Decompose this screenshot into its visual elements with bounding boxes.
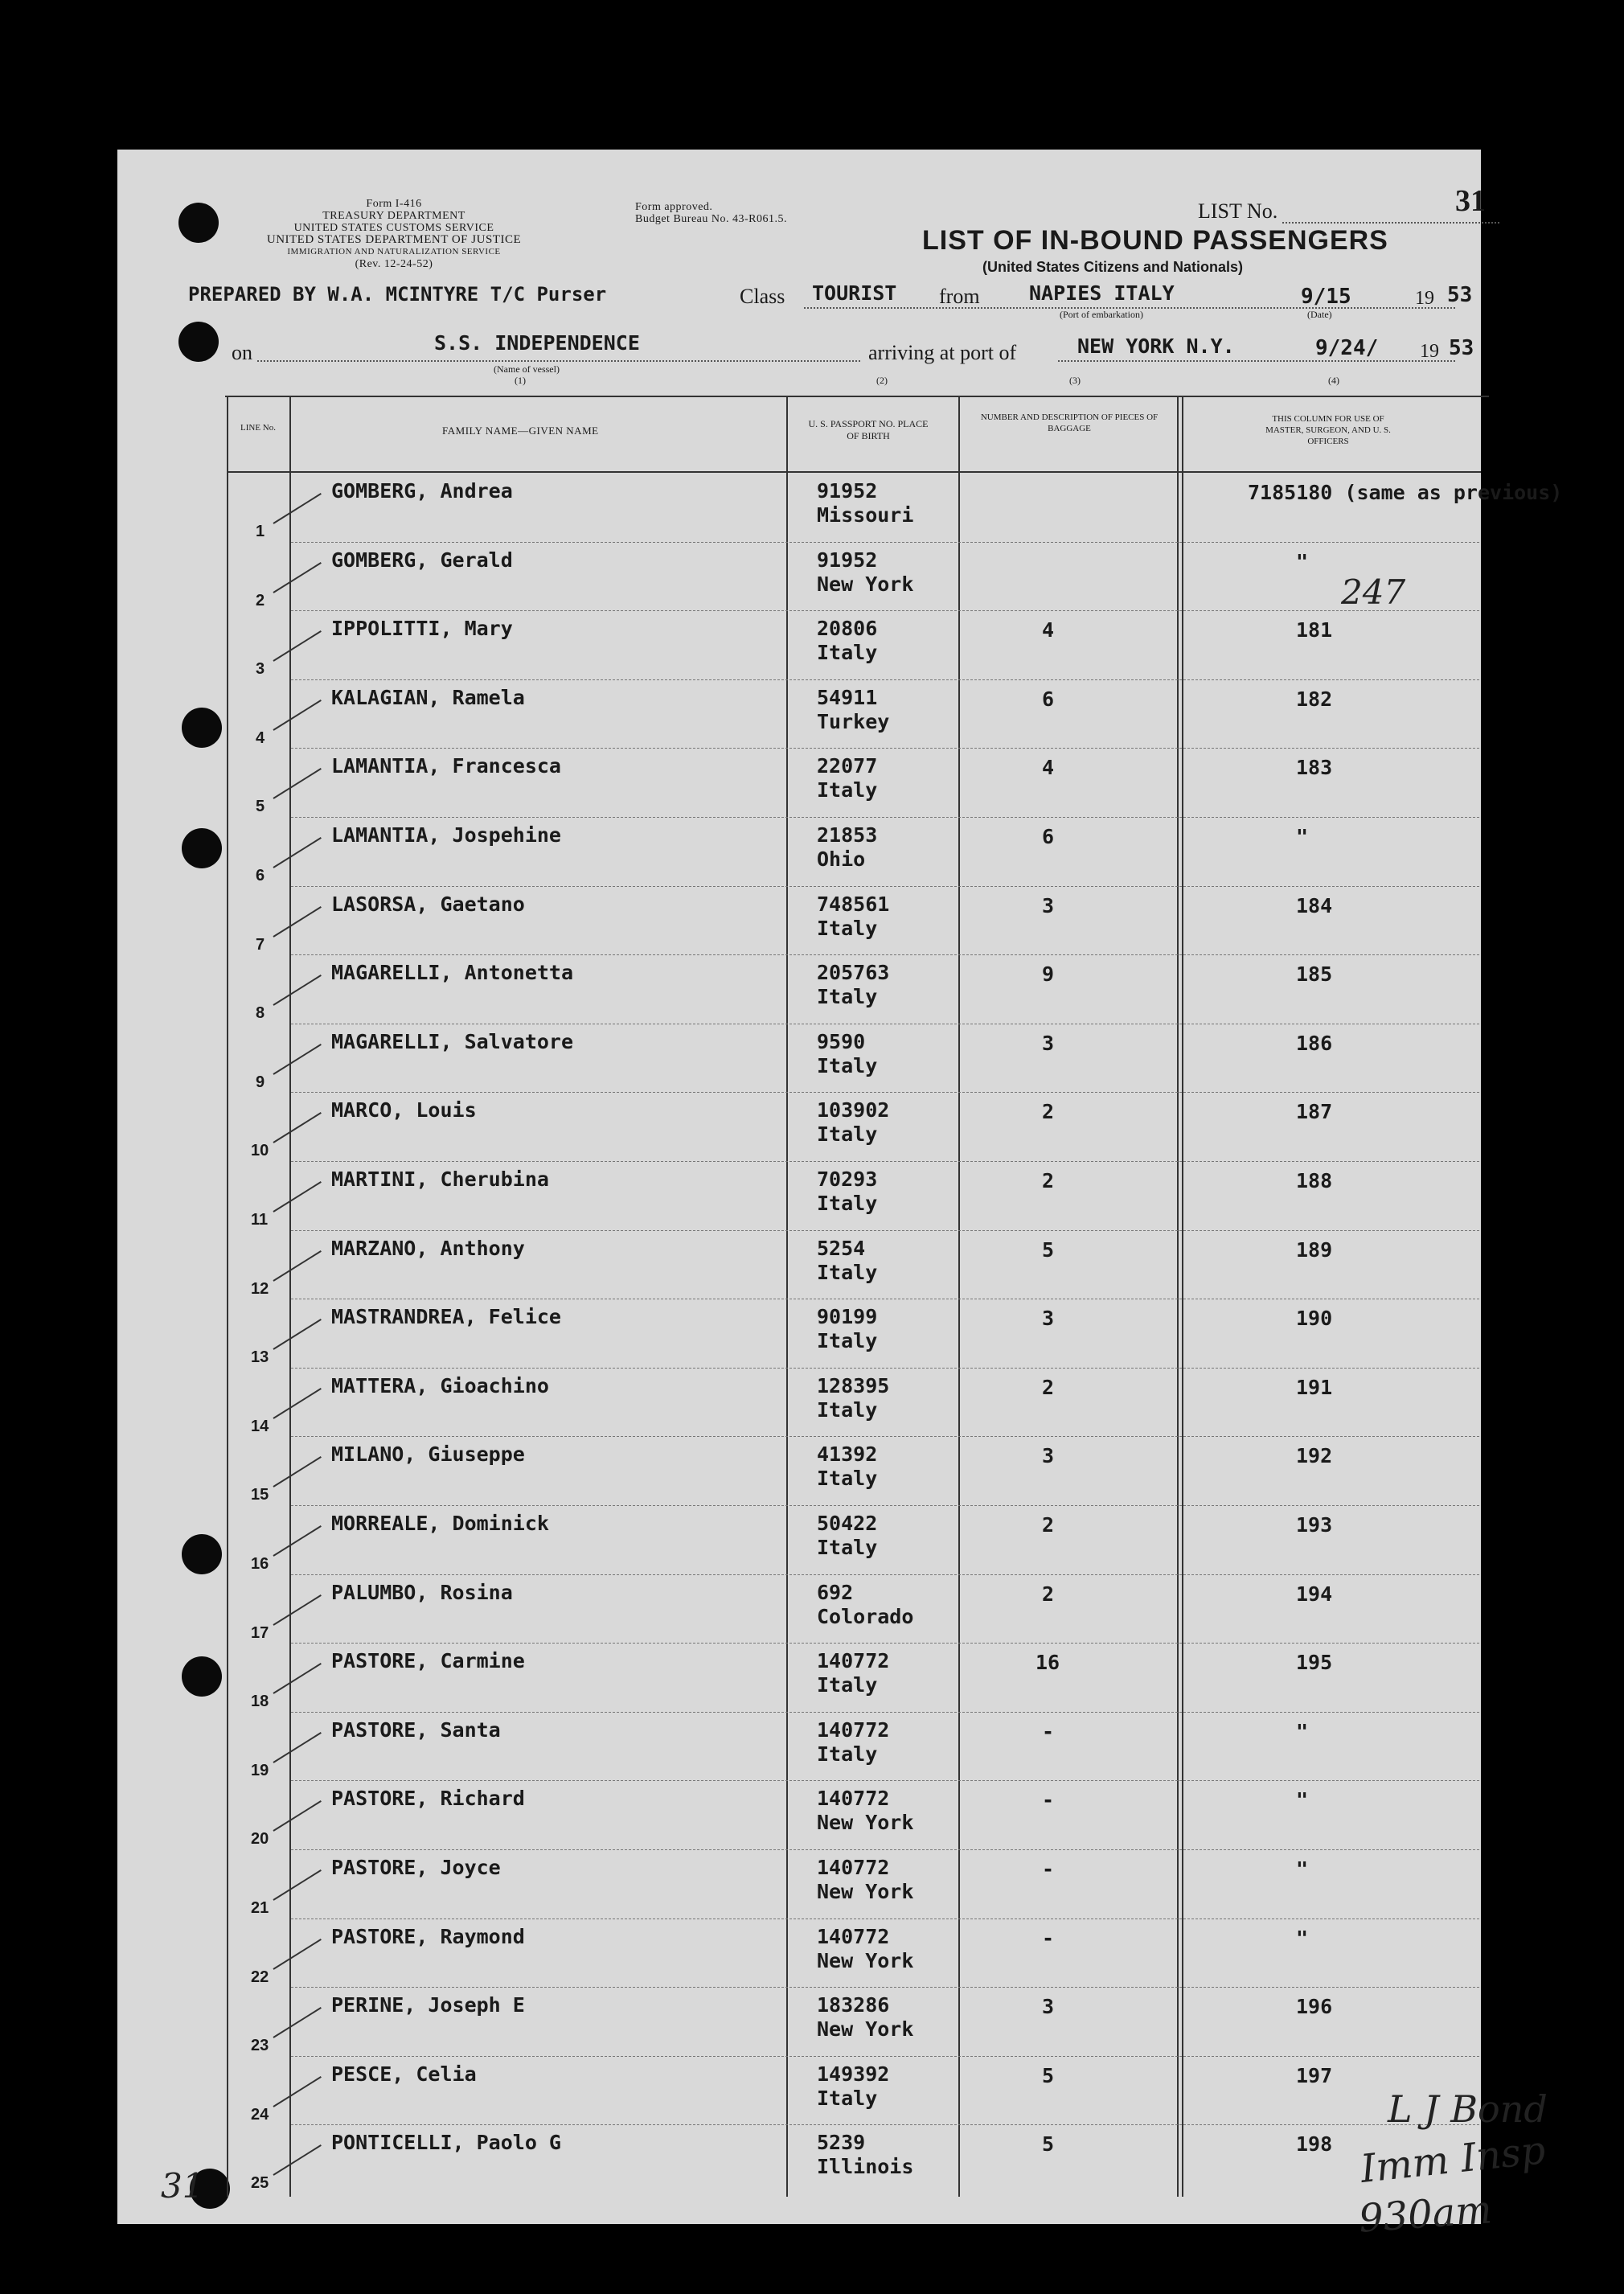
row-divider [291,1436,1479,1437]
baggage-count: 4 [1042,618,1055,642]
passport-number: 149392 [817,2062,890,2086]
officer-note: 188 [1296,1169,1333,1192]
caption-4: (4) [1328,375,1339,386]
baggage-count: 16 [1036,1651,1060,1675]
passenger-name: LAMANTIA, Jospehine [331,823,561,847]
place-of-birth: Italy [817,2086,878,2110]
inspector-signature: L J Bond [1388,2087,1548,2131]
officer-note: " [1296,1857,1309,1881]
place-of-birth: New York [817,2017,914,2042]
baggage-count: 2 [1042,1513,1055,1537]
form-approved: Form approved. [635,201,713,213]
baggage-count: - [1042,1926,1055,1950]
baggage-count: - [1042,1788,1055,1812]
baggage-count: 6 [1042,825,1055,848]
binder-hole [178,203,219,243]
from-port: NAPIES ITALY [1029,281,1175,305]
place-of-birth: New York [817,1948,914,1972]
vessel-caption: (Name of vessel) [494,363,560,375]
row-divider [291,1505,1479,1506]
line-number: 21 [251,1899,269,1917]
prepared-by: PREPARED BY W.A. MCINTYRE T/C Purser [188,283,607,306]
immigration-label: IMMIGRATION AND NATURALIZATION SERVICE [287,247,501,256]
officer-note: 7185180 (same as previous) [1248,481,1563,504]
passenger-name: MILANO, Giuseppe [331,1442,525,1467]
place-of-birth: Turkey [817,709,890,733]
place-of-birth: Italy [817,641,878,665]
officer-note: 194 [1296,1582,1333,1606]
passenger-name: PASTORE, Raymond [331,1924,525,1948]
arrival-year: 53 [1449,336,1474,360]
officer-note: 186 [1296,1031,1333,1055]
baggage-count: 3 [1042,893,1055,917]
caption-2: (2) [876,375,888,386]
passenger-name: MORREALE, Dominick [331,1512,549,1535]
baggage-count: 2 [1042,1100,1055,1124]
row-divider [291,679,1479,680]
row-divider [291,1712,1479,1713]
arriving-label: arriving at port of [868,341,1017,364]
officer-note: 191 [1296,1375,1333,1399]
officer-note: 185 [1296,962,1333,987]
place-of-birth: Italy [817,1260,878,1284]
line-number: 11 [251,1211,269,1229]
passport-number: 50422 [817,1512,878,1535]
baggage-count: 9 [1042,962,1055,987]
baggage-count: 5 [1042,1237,1055,1262]
column-header-baggage: NUMBER AND DESCRIPTION OF PIECES OF BAGGAGE [980,412,1159,433]
passport-number: 140772 [817,1924,890,1948]
treasury-label: TREASURY DEPARTMENT [322,210,465,222]
row-divider [291,1161,1479,1162]
row-divider [291,1987,1479,1988]
line-number: 22 [251,1968,269,1986]
officer-note: 195 [1296,1651,1333,1675]
passport-number: 748561 [817,892,890,916]
line-number: 17 [251,1623,269,1642]
officer-note: 184 [1296,893,1333,917]
passenger-name: MARZANO, Anthony [331,1236,525,1260]
passenger-name: MAGARELLI, Antonetta [331,961,574,985]
line-number: 3 [256,660,265,679]
baggage-count: 3 [1042,1444,1055,1468]
binder-hole [182,1534,222,1574]
binder-hole [182,708,222,748]
officer-note: 197 [1296,2063,1333,2087]
line-number: 1 [256,523,265,540]
binder-hole [182,1656,222,1697]
column-header-name: FAMILY NAME—GIVEN NAME [442,425,599,437]
from-year: 53 [1447,283,1473,307]
passenger-name: MASTRANDREA, Felice [331,1305,561,1329]
place-of-birth: Italy [817,985,878,1009]
officer-note: 193 [1296,1513,1333,1537]
officer-note: " [1296,549,1309,573]
line-number: 5 [256,798,265,816]
officer-note: " [1296,1788,1309,1812]
place-of-birth: Italy [817,1122,878,1147]
line-number: 12 [251,1279,269,1298]
place-of-birth: Italy [817,1536,878,1559]
row-divider [291,1230,1479,1231]
line-number: 9 [256,1073,265,1091]
line-number: 24 [251,2105,269,2124]
place-of-birth: Missouri [817,503,914,527]
baggage-count: 3 [1042,1307,1055,1331]
officer-note: " [1296,825,1309,848]
place-of-birth: Italy [817,1053,878,1077]
officer-note: " [1296,1926,1309,1950]
arrival-date: 9/24/ [1315,336,1379,360]
row-divider [291,1643,1479,1644]
on-label: on [232,341,252,364]
line-number: 8 [256,1004,265,1023]
passport-number: 20806 [817,617,878,641]
arrival-year-prefix: 19 [1420,341,1439,362]
revision-label: (Rev. 12-24-52) [355,258,433,270]
officer-note: 192 [1296,1444,1333,1468]
line-number: 13 [251,1348,269,1367]
passenger-name: IPPOLITTI, Mary [331,617,513,641]
passenger-name: PASTORE, Richard [331,1787,525,1811]
passenger-name: PASTORE, Santa [331,1717,501,1742]
passport-number: 21853 [817,823,878,847]
officer-note: 196 [1296,1995,1333,2019]
class-label: Class [740,285,785,308]
baggage-count: 4 [1042,756,1055,780]
handwritten-margin-number: 31 [161,2166,204,2206]
row-divider [291,886,1479,887]
page-title: LIST OF IN-BOUND PASSENGERS [922,225,1388,256]
officer-note: 183 [1296,756,1333,780]
vessel-name: S.S. INDEPENDENCE [434,331,640,355]
list-no-value: 31 [1455,184,1486,218]
row-divider [291,1780,1479,1781]
row-divider [291,748,1479,749]
baggage-count: 5 [1042,2063,1055,2087]
row-divider [291,1574,1479,1575]
passenger-name: PONTICELLI, Paolo G [331,2131,561,2155]
place-of-birth: Colorado [817,1604,914,1628]
binder-hole [182,828,222,868]
baggage-count: - [1042,1857,1055,1881]
place-of-birth: Italy [817,1467,878,1491]
line-number: 2 [256,591,265,609]
passenger-name: LASORSA, Gaetano [331,892,525,916]
baggage-count: 2 [1042,1582,1055,1606]
column-header-officers: THIS COLUMN FOR USE OF MASTER, SURGEON, AND U. S. OFFICERS [1265,414,1391,446]
passport-number: 140772 [817,1856,890,1879]
passenger-name: GOMBERG, Gerald [331,548,513,572]
place-of-birth: Italy [817,1673,878,1697]
list-no-label: LIST No. [1198,199,1278,223]
passport-number: 41392 [817,1442,878,1467]
port-caption: (Port of embarkation) [1060,309,1143,320]
line-number: 10 [251,1142,269,1160]
budget-bureau: Budget Bureau No. 43-R061.5. [635,213,787,225]
column-header-passport: U. S. PASSPORT NO. PLACE OF BIRTH [808,418,929,441]
passenger-name: MAGARELLI, Salvatore [331,1029,574,1053]
date-caption: (Date) [1307,309,1332,320]
passport-number: 91952 [817,479,878,503]
passport-number: 70293 [817,1168,878,1191]
passport-number: 5239 [817,2131,866,2155]
passport-number: 5254 [817,1236,866,1260]
line-number: 18 [251,1693,269,1711]
line-number: 7 [256,935,265,954]
passport-number: 692 [817,1580,854,1604]
passport-number: 54911 [817,685,878,709]
baggage-count: 3 [1042,1995,1055,2019]
form-number: Form I-416 [366,198,422,210]
line-number: 23 [251,2037,269,2055]
place-of-birth: Illinois [817,2155,914,2179]
passenger-name: MARCO, Louis [331,1098,477,1122]
vessel-caption-num: (1) [515,375,526,386]
passenger-name: KALAGIAN, Ramela [331,685,525,709]
line-number: 20 [251,1830,269,1849]
row-divider [291,542,1479,543]
passenger-name: LAMANTIA, Francesca [331,754,561,778]
from-date: 9/15 [1301,285,1351,309]
place-of-birth: Italy [817,778,878,802]
binder-hole [178,322,219,362]
place-of-birth: Italy [817,916,878,940]
inspection-time: 930am [1357,2187,1494,2242]
arrival-port: NEW YORK N.Y. [1077,334,1235,358]
officer-note: 182 [1296,687,1333,711]
officer-note: 181 [1296,618,1333,642]
caption-3: (3) [1069,375,1081,386]
officer-note: 187 [1296,1100,1333,1124]
line-number: 19 [251,1761,269,1779]
officer-note: 198 [1296,2132,1333,2157]
baggage-count: 6 [1042,687,1055,711]
customs-label: UNITED STATES CUSTOMS SERVICE [293,222,494,234]
place-of-birth: Italy [817,1742,878,1766]
handwritten-note-247: 247 [1341,572,1406,612]
row-divider [291,1368,1479,1369]
place-of-birth: Italy [817,1192,878,1215]
passport-number: 22077 [817,754,878,778]
officer-note: 189 [1296,1237,1333,1262]
baggage-count: 2 [1042,1375,1055,1399]
place-of-birth: New York [817,1811,914,1835]
justice-label: UNITED STATES DEPARTMENT OF JUSTICE [266,233,522,246]
baggage-count: - [1042,1719,1055,1743]
from-label: from [939,285,980,308]
place-of-birth: Italy [817,1397,878,1422]
class-value: TOURIST [812,281,897,305]
line-number: 14 [251,1417,269,1435]
place-of-birth: Ohio [817,847,866,871]
passenger-name: PERINE, Joseph E [331,1993,525,2017]
officer-note: 190 [1296,1307,1333,1331]
baggage-count: 3 [1042,1031,1055,1055]
page-subtitle: (United States Citizens and Nationals) [982,259,1244,275]
passport-number: 90199 [817,1305,878,1329]
row-divider [291,1092,1479,1093]
passenger-name: PALUMBO, Rosina [331,1580,513,1604]
line-number: 4 [256,728,265,747]
passport-number: 91952 [817,548,878,572]
row-divider [291,817,1479,818]
column-header-line-no: LINE No. [240,423,276,433]
line-number: 25 [251,2174,269,2193]
passport-number: 9590 [817,1029,866,1053]
passport-number: 140772 [817,1787,890,1811]
passenger-name: MATTERA, Gioachino [331,1373,549,1397]
place-of-birth: Italy [817,1329,878,1353]
row-divider [291,954,1479,955]
passenger-name: MARTINI, Cherubina [331,1168,549,1191]
passport-number: 103902 [817,1098,890,1122]
passenger-name: PASTORE, Carmine [331,1649,525,1673]
line-number: 16 [251,1555,269,1573]
passenger-name: GOMBERG, Andrea [331,479,513,503]
passport-number: 128395 [817,1373,890,1397]
row-divider [291,2124,1479,2125]
year-prefix: 19 [1415,288,1434,309]
passport-number: 140772 [817,1649,890,1673]
line-number: 6 [256,867,265,884]
passport-number: 183286 [817,1993,890,2017]
form-header-block [217,198,571,270]
baggage-count: 5 [1042,2132,1055,2157]
passport-number: 205763 [817,961,890,985]
place-of-birth: New York [817,572,914,596]
inspector-title: Imm Insp [1358,2128,1548,2192]
passenger-name: PASTORE, Joyce [331,1856,501,1879]
passport-number: 140772 [817,1717,890,1742]
document-page [117,150,1481,2224]
line-number: 15 [251,1486,269,1504]
row-divider [291,2056,1479,2057]
approval-block [635,201,787,225]
officer-note: " [1296,1719,1309,1743]
baggage-count: 2 [1042,1169,1055,1192]
row-divider [291,610,1479,611]
place-of-birth: New York [817,1880,914,1903]
row-divider [291,1849,1479,1850]
passenger-name: PESCE, Celia [331,2062,477,2086]
